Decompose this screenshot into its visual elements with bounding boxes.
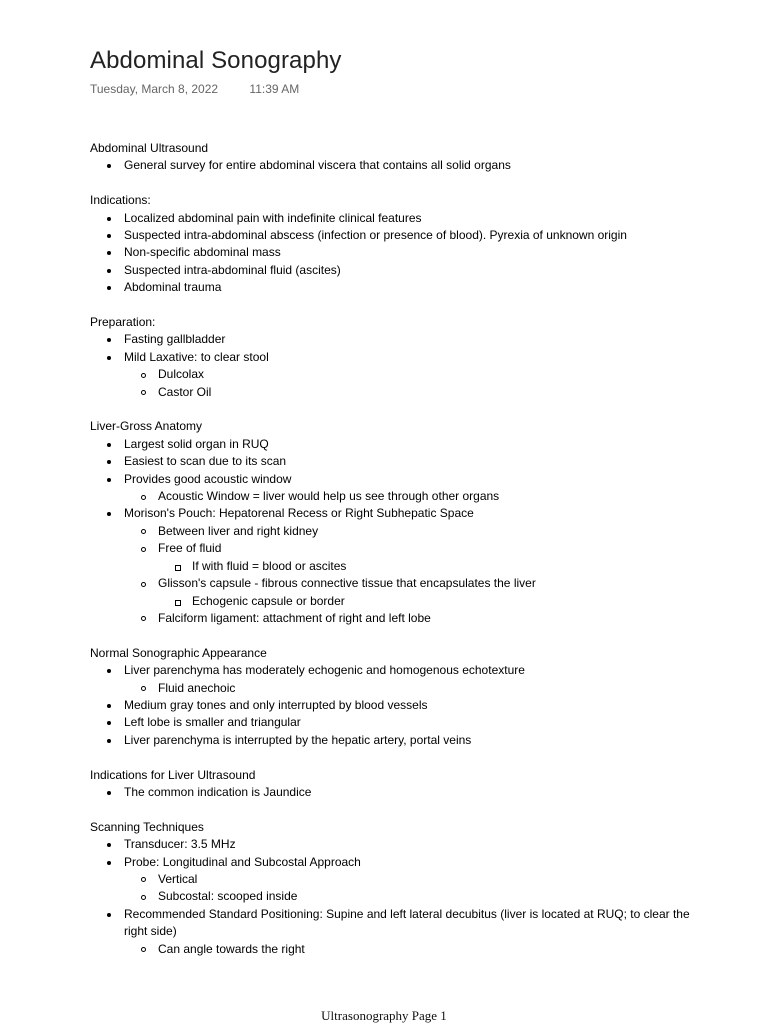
list-item (124, 523, 690, 540)
list-item-text: Fluid anechoic (158, 680, 236, 695)
list-item-text: If with fluid = blood or ascites (192, 558, 347, 573)
list-item-text: Easiest to scan due to its scan (124, 454, 287, 469)
list-item (124, 610, 690, 627)
list-item-text: Falciform ligament: attachment of right and left lobe (158, 610, 431, 625)
list-item (124, 680, 690, 697)
list-item (90, 157, 690, 174)
list-item-text: Castor Oil (158, 384, 212, 399)
list-item-text: Vertical (158, 871, 198, 886)
list-item-text: Non-specific abdominal mass (124, 245, 281, 260)
outline-section (90, 192, 690, 296)
list-item-text: Acoustic Window = liver would help us see through other organs (158, 489, 500, 504)
page-date: Tuesday, March 8, 2022 (90, 82, 219, 96)
bullet-list-level-1 (90, 331, 690, 401)
outline-section (90, 418, 690, 627)
list-item (124, 871, 690, 888)
outline-section (90, 819, 690, 958)
list-item (90, 227, 690, 244)
list-item (90, 714, 690, 731)
list-item-text: Free of fluid (158, 541, 222, 556)
list-item-text: Localized abdominal pain with indefinite clinical features (124, 210, 422, 225)
bullet-list-level-2 (124, 366, 690, 401)
list-item-text: Largest solid organ in RUQ (124, 436, 269, 451)
list-item (124, 941, 690, 958)
list-item (124, 888, 690, 905)
list-item (90, 453, 690, 470)
list-item-text: General survey for entire abdominal viscera that contains all solid organs (124, 158, 511, 173)
list-item-text: Abdominal trauma (124, 280, 222, 295)
list-item (90, 471, 690, 506)
outline-section (90, 314, 690, 401)
bullet-list-level-2 (124, 941, 690, 958)
list-item-text: Left lobe is smaller and triangular (124, 715, 301, 730)
bullet-list-level-1 (90, 662, 690, 749)
section-heading: Normal Sonographic Appearance (90, 645, 267, 660)
list-item-text: Morison's Pouch: Hepatorenal Recess or Right Subhepatic Space (124, 506, 474, 521)
list-item (90, 244, 690, 261)
list-item (90, 505, 690, 627)
list-item (124, 366, 690, 383)
bullet-list-level-1 (90, 836, 690, 958)
section-heading: Abdominal Ultrasound (90, 141, 209, 155)
list-item-text: The common indication is Jaundice (124, 784, 312, 799)
list-item-text: Liver parenchyma has moderately echogenic and homogenous echotexture (124, 663, 525, 678)
list-item (90, 697, 690, 714)
outline-section (90, 140, 690, 175)
list-item-text: Recommended Standard Positioning: Supine and left lateral decubitus (liver is located at RUQ; to clear the right side) (124, 906, 690, 939)
list-item (90, 836, 690, 853)
page-footer: Ultrasonography Page 1 (321, 1008, 447, 1023)
bullet-list-level-2 (124, 523, 690, 627)
list-item-text: Probe: Longitudinal and Subcostal Approach (124, 854, 361, 869)
list-item (90, 854, 690, 906)
list-item-text: Medium gray tones and only interrupted by blood vessels (124, 697, 428, 712)
list-item-text: Echogenic capsule or border (192, 593, 345, 608)
bullet-list-level-3 (158, 558, 690, 575)
bullet-list-level-2 (124, 488, 690, 505)
list-item (124, 575, 690, 610)
list-item-text: Liver parenchyma is interrupted by the hepatic artery, portal veins (124, 732, 472, 747)
list-item (90, 331, 690, 348)
list-item-text: Between liver and right kidney (158, 523, 319, 538)
bullet-list-level-1 (90, 436, 690, 627)
list-item (90, 662, 690, 697)
bullet-list-level-2 (124, 871, 690, 906)
bullet-list-level-3 (158, 593, 690, 610)
list-item-text: Glisson's capsule - fibrous connective tissue that encapsulates the liver (158, 576, 536, 591)
section-heading: Scanning Techniques (90, 819, 204, 834)
list-item (90, 279, 690, 296)
list-item-text: Suspected intra-abdominal fluid (ascites) (124, 262, 341, 277)
list-item (90, 784, 690, 801)
bullet-list-level-2 (124, 680, 690, 697)
list-item (90, 732, 690, 749)
list-item (90, 262, 690, 279)
list-item-text: Subcostal: scooped inside (158, 889, 298, 904)
list-item-text: Transducer: 3.5 MHz (124, 837, 236, 852)
list-item-text: Provides good acoustic window (124, 471, 292, 486)
outline-section (90, 645, 690, 749)
list-item-text: Dulcolax (158, 367, 205, 382)
section-heading: Liver-Gross Anatomy (90, 419, 203, 434)
list-item-text: Can angle towards the right (158, 941, 305, 956)
list-item (158, 558, 690, 575)
page-time: 11:39 AM (249, 82, 300, 96)
bullet-list-level-1 (90, 157, 690, 174)
list-item (158, 593, 690, 610)
list-item-text: Suspected intra-abdominal abscess (infection or presence of blood). Pyrexia of unknown origin (124, 228, 627, 243)
page-timestamp (90, 82, 299, 96)
note-content (90, 140, 690, 975)
outline-section (90, 767, 690, 802)
list-item-text: Mild Laxative: to clear stool (124, 349, 269, 364)
list-item (90, 436, 690, 453)
bullet-list-level-1 (90, 210, 690, 297)
list-item (90, 210, 690, 227)
list-item-text: Fasting gallbladder (124, 332, 226, 347)
section-heading: Preparation: (90, 315, 156, 330)
list-item (90, 349, 690, 401)
list-item (124, 384, 690, 401)
bullet-list-level-1 (90, 784, 690, 801)
section-heading: Indications: (90, 193, 151, 208)
list-item (124, 540, 690, 575)
list-item (90, 906, 690, 958)
list-item (124, 488, 690, 505)
section-heading: Indications for Liver Ultrasound (90, 767, 256, 782)
page-title: Abdominal Sonography (90, 47, 342, 74)
